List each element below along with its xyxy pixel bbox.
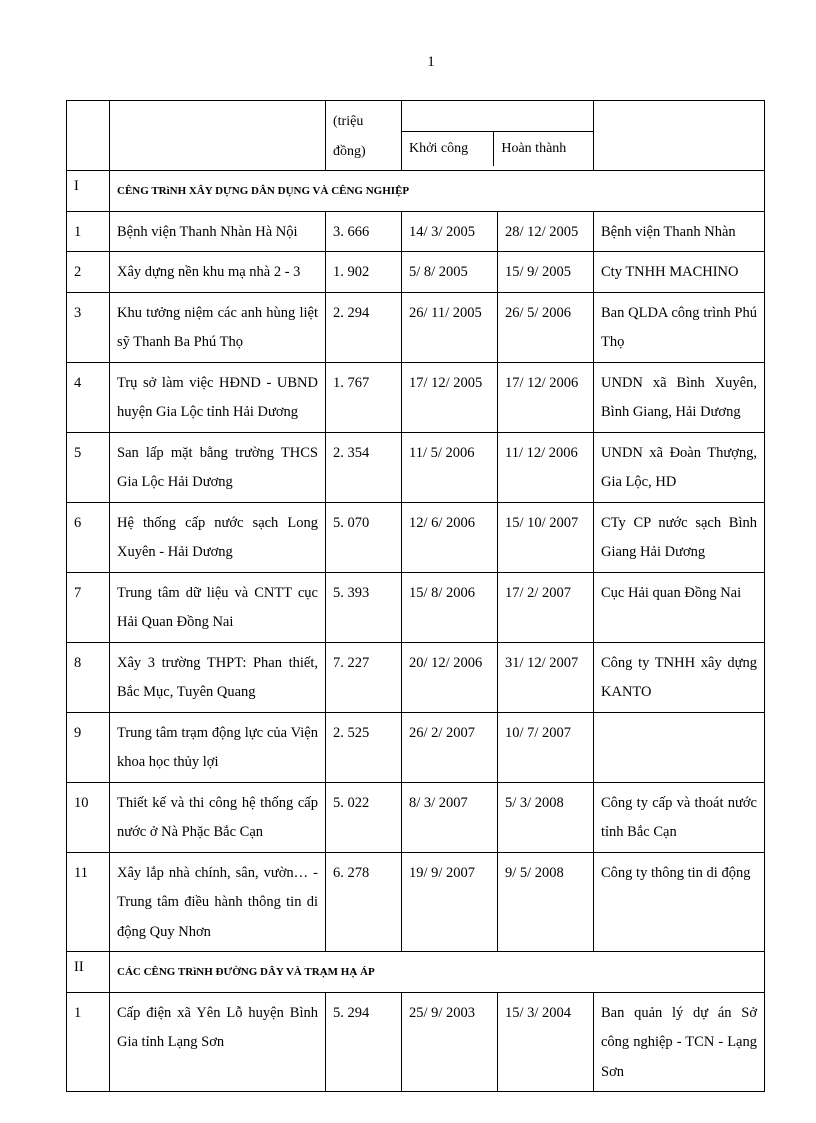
end-date: 10/ 7/ 2007 [498,712,594,782]
start-date: 11/ 5/ 2006 [402,432,498,502]
page-number: 1 [427,54,435,70]
start-date: 25/ 9/ 2003 [402,992,498,1092]
project-name: San lấp mặt bằng trường THCS Gia Lộc Hải Dương [110,432,326,502]
project-value: 3. 666 [326,211,402,252]
table-row [67,252,765,293]
project-value: 1. 902 [326,252,402,293]
client-name: UNDN xã Bình Xuyên, Bình Giang, Hải Dương [594,362,765,432]
project-value: 6. 278 [326,852,402,952]
project-value: 5. 070 [326,502,402,572]
row-number: 1 [67,992,110,1092]
project-value: 5. 294 [326,992,402,1092]
start-date: 12/ 6/ 2006 [402,502,498,572]
project-name: Khu tưởng niệm các anh hùng liệt sỹ Thanh Ba Phú Thọ [110,292,326,362]
table-row [67,642,765,712]
end-date: 9/ 5/ 2008 [498,852,594,952]
project-name: Thiết kế và thi công hệ thống cấp nước ở Nà Phặc Bắc Cạn [110,782,326,852]
end-date: 15/ 9/ 2005 [498,252,594,293]
start-date: 17/ 12/ 2005 [402,362,498,432]
start-date: 26/ 11/ 2005 [402,292,498,362]
start-date: 8/ 3/ 2007 [402,782,498,852]
start-date: 19/ 9/ 2007 [402,852,498,952]
project-name: Bệnh viện Thanh Nhàn Hà Nội [110,211,326,252]
project-name: Hệ thống cấp nước sạch Long Xuyên - Hải Dương [110,502,326,572]
header-no-cell [67,101,110,171]
row-number: 4 [67,362,110,432]
row-number: 8 [67,642,110,712]
project-value: 2. 294 [326,292,402,362]
end-date: 17/ 2/ 2007 [498,572,594,642]
project-name: Xây 3 trường THPT: Phan thiết, Bắc Mục, Tuyên Quang [110,642,326,712]
client-name: Bệnh viện Thanh Nhàn [594,211,765,252]
section-title: CÁC CÊNG TRìNH ĐƯỜNG DÂY VÀ TRẠM HẠ ÁP [110,952,765,993]
client-name: Công ty cấp và thoát nước tỉnh Bắc Cạn [594,782,765,852]
section-number: II [67,952,110,993]
project-name: Trung tâm dữ liệu và CNTT cục Hải Quan Đồng Nai [110,572,326,642]
table-row [67,852,765,952]
row-number: 7 [67,572,110,642]
project-value: 2. 525 [326,712,402,782]
client-name [594,712,765,782]
client-name: CTy CP nước sạch Bình Giang Hải Dương [594,502,765,572]
table-row [67,572,765,642]
section-row [67,171,765,212]
start-date: 5/ 8/ 2005 [402,252,498,293]
client-name: Công ty thông tin di động [594,852,765,952]
client-name: Ban QLDA công trình Phú Thọ [594,292,765,362]
row-number: 11 [67,852,110,952]
row-number: 10 [67,782,110,852]
header-unit: (triệu đồng) [326,101,402,171]
table-row [67,292,765,362]
start-date: 14/ 3/ 2005 [402,211,498,252]
table-row [67,211,765,252]
projects-table [66,100,765,1092]
table-row [67,992,765,1092]
end-date: 15/ 3/ 2004 [498,992,594,1092]
header-start: Khởi công [402,132,494,166]
header-row [67,101,765,171]
table-row [67,782,765,852]
project-name: Cấp điện xã Yên Lỗ huyện Bình Gia tỉnh Lạng Sơn [110,992,326,1092]
table-row [67,362,765,432]
end-date: 28/ 12/ 2005 [498,211,594,252]
row-number: 9 [67,712,110,782]
end-date: 26/ 5/ 2006 [498,292,594,362]
section-title: CÊNG TRìNH XÂY DỰNG DÂN DỤNG VÀ CÊNG NGHIỆP [110,171,765,212]
start-date: 20/ 12/ 2006 [402,642,498,712]
project-value: 5. 022 [326,782,402,852]
header-end: Hoàn thành [494,132,593,166]
end-date: 5/ 3/ 2008 [498,782,594,852]
project-name: Xây lắp nhà chính, sân, vườn… - Trung tâm điều hành thông tin di động Quy Nhơn [110,852,326,952]
table-row [67,712,765,782]
start-date: 15/ 8/ 2006 [402,572,498,642]
project-value: 2. 354 [326,432,402,502]
row-number: 6 [67,502,110,572]
client-name: Cục Hải quan Đồng Nai [594,572,765,642]
client-name: Công ty TNHH xây dựng KANTO [594,642,765,712]
section-row [67,952,765,993]
table-row [67,432,765,502]
project-name: Trung tâm trạm động lực của Viện khoa học thủy lợi [110,712,326,782]
end-date: 11/ 12/ 2006 [498,432,594,502]
end-date: 31/ 12/ 2007 [498,642,594,712]
project-value: 1. 767 [326,362,402,432]
project-value: 5. 393 [326,572,402,642]
project-name: Trụ sở làm việc HĐND - UBND huyện Gia Lộc tỉnh Hải Dương [110,362,326,432]
header-schedule [402,101,594,171]
client-name: Cty TNHH MACHINO [594,252,765,293]
row-number: 5 [67,432,110,502]
header-client-cell [594,101,765,171]
project-value: 7. 227 [326,642,402,712]
row-number: 2 [67,252,110,293]
start-date: 26/ 2/ 2007 [402,712,498,782]
end-date: 15/ 10/ 2007 [498,502,594,572]
section-number: I [67,171,110,212]
table-row [67,502,765,572]
client-name: UNDN xã Đoàn Thượng, Gia Lộc, HD [594,432,765,502]
project-name: Xây dựng nền khu mạ nhà 2 - 3 [110,252,326,293]
row-number: 3 [67,292,110,362]
end-date: 17/ 12/ 2006 [498,362,594,432]
client-name: Ban quản lý dự án Sở công nghiệp - TCN - Lạng Sơn [594,992,765,1092]
header-name-cell [110,101,326,171]
row-number: 1 [67,211,110,252]
